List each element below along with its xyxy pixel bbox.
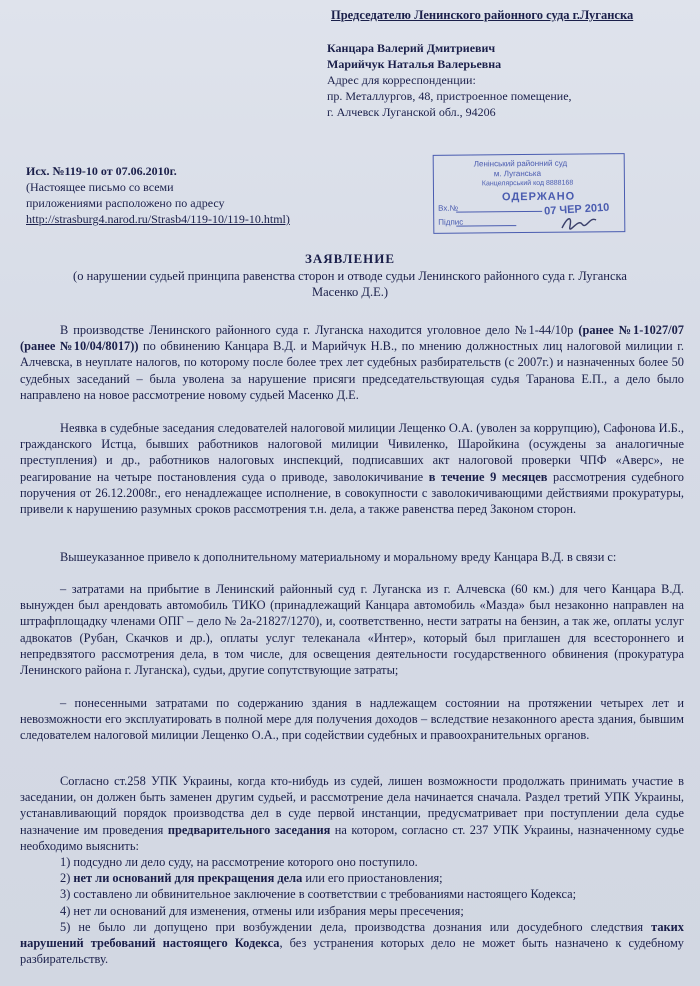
sender-name-2: Марийчук Наталья Валерьевна bbox=[327, 57, 502, 71]
p3-text: Вышеуказанное привело к дополнительному материальному и моральному вреду Канцара В.Д. в связи с: bbox=[60, 550, 617, 564]
addressee: Председателю Ленинского районного суда г.Луганска bbox=[331, 8, 634, 22]
outgoing-url-link[interactable]: http://strasburg4.narod.ru/Strasb4/119-10/119-10.html) bbox=[26, 212, 290, 226]
signature-icon bbox=[560, 212, 600, 234]
stamp-line-1: Ленінський районний суд bbox=[473, 158, 568, 169]
p2-text-c: рассмотрения судебного поручения от 26.12.2008г., его ненадлежащее исполнение, в совокупности с заволокичивающими действиями прокуратуры, привели к нарушению разумных сроков рассмотрения т.н. дела, а также равенства перед Законом сторон. bbox=[20, 469, 685, 517]
list-item bbox=[20, 919, 684, 968]
p2-text-b: в течение 9 месяцев bbox=[428, 469, 548, 484]
list-item bbox=[20, 870, 684, 886]
stamp-date: 07 ЧЕР 2010 bbox=[543, 201, 610, 218]
stamp-line-6: Підпис bbox=[438, 217, 464, 227]
document-title: ЗАЯВЛЕНИЕ bbox=[304, 251, 396, 266]
sender-name-1: Канцара Валерий Дмитриевич bbox=[327, 41, 496, 55]
p1-text-a: В производстве Ленинского районного суда г. Луганска находится уголовное дело №1-44/10р bbox=[60, 323, 579, 337]
outgoing-note-2: приложениями расположено по адресу bbox=[26, 196, 225, 210]
address-line-1: пр. Металлургов, 48, пристроенное помещение, bbox=[327, 89, 572, 103]
sender-block bbox=[327, 40, 572, 120]
p2-text-a: Неявка в судебные заседания следователей налоговой милиции Лещенко О.А. (уволен за коррупцию), Сафонова И.Б., гражданского Истца, бывших работников налоговой милиции Чивиленко, Шаройкина (осуждены за аналогичные преступления) и др., работников налоговых инспекций, подписавших акт налоговой проверки ЧПФ «Аверс», не реагирование на четыре постановления суда о приводе, заволокичивание bbox=[20, 421, 684, 484]
list-item: 3) составлено ли обвинительное заключение в соответствии с требованиями настоящего Кодекса; bbox=[60, 887, 577, 902]
stamp-line-2: м. Луганська bbox=[493, 168, 542, 179]
outgoing-ref: Исх. №119-10 от 07.06.2010г. bbox=[26, 164, 177, 178]
p5-text: – понесенными затратами по содержанию здания в надлежащем состоянии на протяжении четырех лет и невозможности его эксплуатировать в полной мере для получения доходов – вследствие незаконного ареста здания, бывшим следователем налоговой милиции Лещенко О.А., при содействии судебных и правоохранительных органов. bbox=[20, 696, 684, 743]
p1-text-b: (ранее №1-1027/07 (ранее №10/04/8017)) bbox=[20, 323, 684, 354]
paragraph-6 bbox=[20, 773, 684, 854]
list-item: 4) нет ли оснований для изменения, отмены или избрания меры пресечения; bbox=[60, 903, 464, 918]
p1-text-c: по обвинению Канцара В.Д. и Марийчук Н.В., по мнению должностных лиц налоговой милиции г. Алчевска, в неуплате налогов, по которому после более трех лет судебных разбирательств (с 2007г.) и назначенных более 50 судебных заседаний – была уволена за нарушение присяги председательствующая судья Таранова Е.П., а дело было направлено на новое рассмотрение новому судьей Масенко Д.Е. bbox=[20, 339, 685, 402]
paragraph-1 bbox=[20, 322, 684, 403]
p6-text-b: предварительного заседания bbox=[167, 822, 331, 837]
p4-text: – затратами на прибытие в Ленинский районный суд г. Луганска из г. Алчевска (60 км.) для чего Канцара В.Д. вынужден был арендовать автомобиль ТИКО (принадлежащий Канцара автомобиль «Мазда» был незаконно направлен на штрафплощадку членами ОПГ – дело № 2а-21827/1270), и, соответственно, нести затраты на бензин, а так же, оплаты услуг адвокатов (Рубан, Скачков и др.), оплаты услуг телеканала «Интер», который был приглашен для всестороннего и непредвзятого рассмотрения дела, в том числе, для освещения деятельности государственного обвинения (прокуратура Ленинского района г. Луганска), судьи, другие сопутствующие затраты; bbox=[20, 582, 684, 678]
stamp-line-5: Вх.№ bbox=[438, 203, 459, 213]
outgoing-note-1: (Настоящее письмо со всеми bbox=[26, 180, 174, 194]
requirements-list bbox=[20, 854, 684, 967]
list-item: 1) подсудно ли дело суду, на рассмотрение которого оно поступило. bbox=[60, 855, 418, 869]
list-item-number: 2) bbox=[60, 871, 74, 886]
stamp-field-line bbox=[456, 211, 542, 213]
stamp-line-4: ОДЕРЖАНО bbox=[501, 190, 576, 204]
stamp-line-3: Канцелярський код 8888168 bbox=[481, 179, 574, 188]
address-line-2: г. Алчевск Луганской обл., 94206 bbox=[327, 105, 496, 119]
document-subtitle: (о нарушении судьей принципа равенства сторон и отводе судьи Ленинского районного суда г. Луганска Масенко Д.Е.) bbox=[73, 269, 627, 299]
paragraph-4 bbox=[20, 581, 684, 678]
paragraph-3 bbox=[20, 549, 684, 565]
outgoing-ref-block bbox=[26, 163, 290, 227]
list-item-text-a: 5) не было ли допущено при возбуждении дела, производства дознания или досудебного следствия bbox=[60, 919, 652, 934]
paragraph-2 bbox=[20, 420, 684, 517]
list-item-bold: нет ли оснований для прекращения дела bbox=[73, 871, 303, 886]
list-item-text-c: , без устранения которых дело не может быть назначено к судебному разбирательству. bbox=[20, 936, 684, 967]
p6-text-c: на котором, согласно ст. 237 УПК Украины, назначенному судье необходимо выяснить: bbox=[20, 822, 684, 853]
stamp-field-line-2 bbox=[456, 225, 516, 227]
list-item-rest: или его приостановления; bbox=[302, 871, 443, 886]
address-label: Адрес для корреспонденции: bbox=[327, 73, 476, 87]
list-item-bold: таких нарушений требований настоящего Кодекса bbox=[20, 919, 684, 951]
p6-text-a: Согласно ст.258 УПК Украины, когда кто-нибудь из судей, лишен возможности продолжать принимать участие в заседании, он должен быть заменен другим судьей, и рассмотрение дела начинается сначала. Раздел третий УПК Украины, устанавливающий порядок производства дел в суде первой инстанции, предусматривает при поступлении дела судье назначение им проведения bbox=[20, 774, 684, 837]
paragraph-5 bbox=[20, 695, 684, 744]
